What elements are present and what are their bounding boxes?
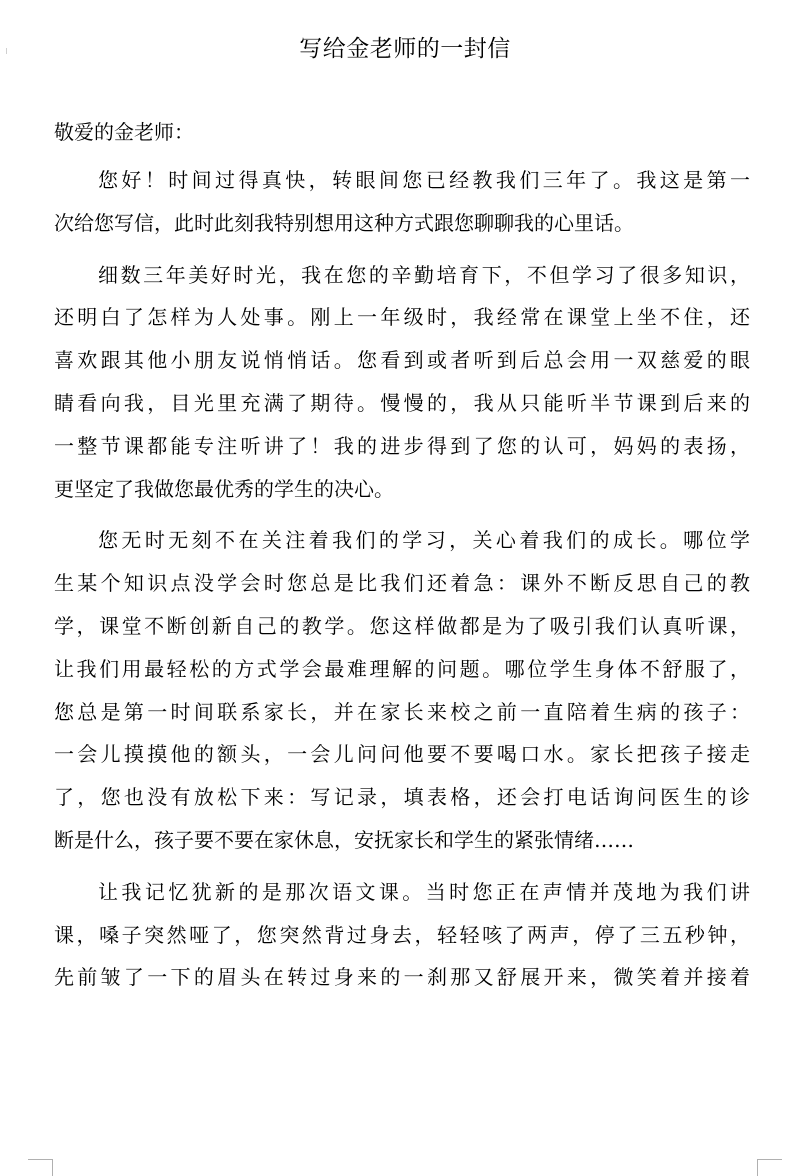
page-margin-mark-bottom-left [28, 1159, 53, 1176]
text-line: 更坚定了我做您最优秀的学生的决心。 [54, 476, 394, 501]
text-line: 您总是第一时间联系家长，并在家长来校之前一直陪着生病的孩子： [54, 699, 750, 724]
text-line: 您好！时间过得真快，转眼间您已经教我们三年了。我这是第一 [98, 168, 750, 192]
paragraph-2 [54, 259, 750, 516]
text-line: 学，课堂不断创新自己的教学。您这样做都是为了吸引我们认真听课， [54, 613, 750, 638]
text-line: 一会儿摸摸他的额头，一会儿问问他要不要喝口水。家长把孩子接走 [54, 742, 750, 767]
text-line: 您无时无刻不在关注着我们的学习，关心着我们的成长。哪位学 [98, 528, 750, 553]
paragraph-3 [54, 524, 750, 866]
text-line: 让我们用最轻松的方式学会最难理解的问题。哪位学生身体不舒服了， [54, 656, 750, 681]
letter-body [54, 164, 750, 1013]
letter-salutation: 敬爱的金老师： [54, 120, 194, 144]
text-line: 细数三年美好时光，我在您的辛勤培育下，不但学习了很多知识， [98, 262, 750, 287]
text-line: 了，您也没有放松下来：写记录，填表格，还会打电话询问医生的诊 [54, 785, 750, 810]
text-line: 课，嗓子突然哑了，您突然背过身去，轻轻咳了两声，停了三五秒钟， [54, 922, 750, 947]
text-line: 让我记忆犹新的是那次语文课。当时您正在声情并茂地为我们讲 [98, 879, 750, 904]
paragraph-1 [54, 164, 750, 250]
document-title: 写给金老师的一封信 [299, 36, 511, 62]
text-line: 喜欢跟其他小朋友说悄悄话。您看到或者听到后总会用一双慈爱的眼 [54, 348, 750, 373]
text-line: 先前皱了一下的眉头在转过身来的一刹那又舒展开来，微笑着并接着 [54, 965, 750, 990]
text-line: 睛看向我，目光里充满了期待。慢慢的，我从只能听半节课到后来的 [54, 390, 750, 415]
text-line: 一整节课都能专注听讲了！我的进步得到了您的认可，妈妈的表扬， [54, 433, 750, 458]
paragraph-4 [54, 876, 750, 1004]
text-line: 还明白了怎样为人处事。刚上一年级时，我经常在课堂上坐不住，还 [54, 305, 750, 330]
page-margin-mark-bottom-right [757, 1159, 782, 1176]
text-line: 次给您写信，此时此刻我特别想用这种方式跟您聊聊我的心里话。 [54, 210, 634, 235]
text-line: 断是什么，孩子要不要在家休息，安抚家长和学生的紧张情绪…… [54, 827, 634, 852]
text-line: 生某个知识点没学会时您总是比我们还着急：课外不断反思自己的教 [54, 571, 750, 596]
